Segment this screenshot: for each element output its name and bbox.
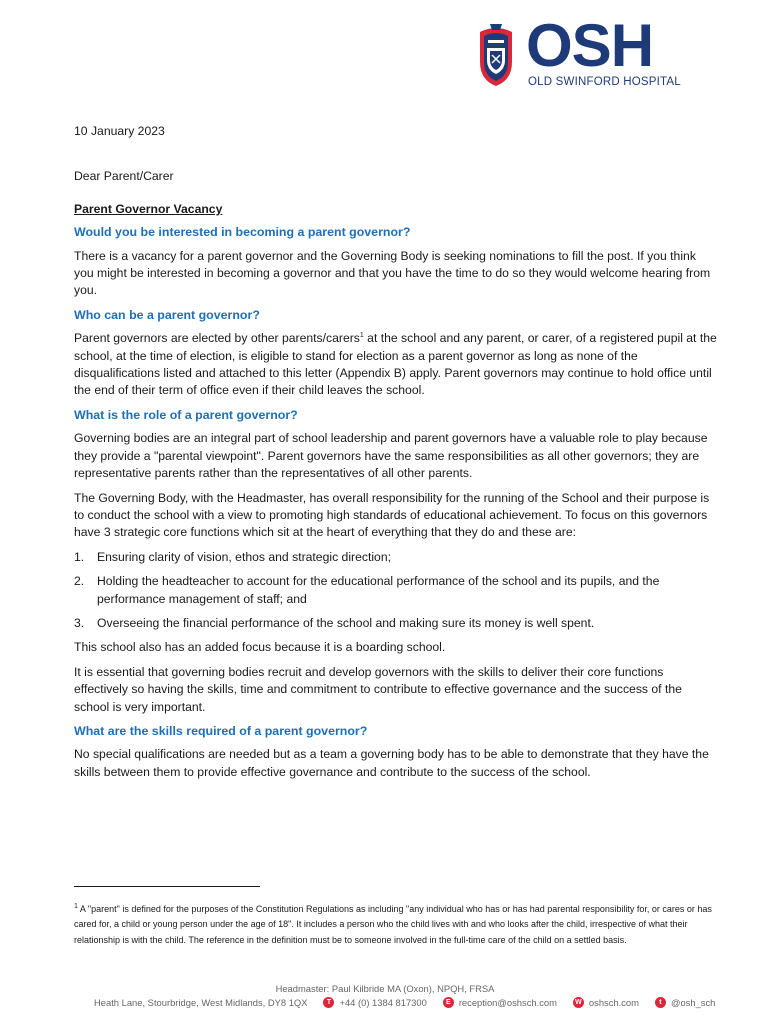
list-number: 3. [74, 615, 85, 630]
website-url: oshsch.com [588, 997, 639, 1008]
logo-wordmark: OSH [526, 12, 654, 79]
letter-body [74, 123, 718, 788]
footer-contacts [94, 997, 715, 1008]
heading-skills: What are the skills required of a parent governor? [74, 723, 368, 738]
list-text: Ensuring clarity of vision, ethos and strategic direction; [97, 549, 391, 564]
paragraph-skills: No special qualifications are needed but as a team a governing body has to be able to demonstrate that they have the skills between them to provide effective governance and contribute to the success of the school. [74, 747, 709, 779]
list-number: 2. [74, 574, 85, 589]
heading-interest: Would you be interested in becoming a parent governor? [74, 225, 411, 240]
letter-date: 10 January 2023 [74, 124, 165, 138]
list-item [74, 573, 718, 608]
phone-icon: T [323, 997, 334, 1008]
crest-icon [476, 22, 516, 88]
letter-subject: Parent Governor Vacancy [74, 201, 223, 216]
footnote [74, 902, 720, 948]
footer-email[interactable] [443, 997, 557, 1008]
email-address: reception@oshsch.com [458, 997, 557, 1008]
paragraph-recruitment: It is essential that governing bodies recruit and develop governors with the skills to deliver their core functions effectively so having the skills, time and commitment to contribute to effective governance and the success of the school is very important. [74, 664, 682, 714]
footer-website[interactable] [573, 997, 639, 1008]
eligibility-text-start: Parent governors are elected by other parents/carers [74, 331, 360, 346]
list-number: 1. [74, 549, 85, 564]
twitter-icon: t [655, 997, 666, 1008]
core-functions-list [74, 549, 718, 633]
web-icon: W [573, 997, 584, 1008]
list-text: Holding the headteacher to account for the educational performance of the school and its pupils, and the performance management of staff; and [97, 574, 660, 606]
footnote-reference: 1 [359, 332, 364, 340]
heading-eligibility: Who can be a parent governor? [74, 307, 260, 322]
list-text: Overseeing the financial performance of the school and making sure its money is well spent. [97, 615, 595, 630]
paragraph-vacancy: There is a vacancy for a parent governor and the Governing Body is seeking nominations to fill the post. If you think you might be interested in becoming a governor and that you have the time to do so they would welcome hearing from you. [74, 248, 711, 298]
footnote-text: A "parent" is defined for the purposes of the Constitution Regulations as including "any individual who has or has had parental responsibility for, or cares or has cared for, a child or young person under the age of 18". It includes a person who the child lives with and who looks after the child, irrespective of what their relationship is with the child. The reference in the definition must be to someone involved in the full-time care of the child on a settled basis. [74, 904, 712, 945]
footnote-marker: 1 [74, 903, 78, 910]
heading-role: What is the role of a parent governor? [74, 407, 298, 422]
footer-address: Heath Lane, Stourbridge, West Midlands, DY8 1QX [94, 997, 308, 1008]
footer-phone[interactable] [323, 997, 426, 1008]
paragraph-eligibility [74, 330, 718, 400]
paragraph-role: Governing bodies are an integral part of school leadership and parent governors have a valuable role to play because they provide a "parental viewpoint". Parent governors have the same responsibilities as all other governors; they are representative parents rather than the representatives of all other parents. [74, 431, 708, 481]
twitter-handle: @osh_sch [670, 997, 716, 1008]
email-icon: E [443, 997, 454, 1008]
phone-number: +44 (0) 1384 817300 [339, 997, 427, 1008]
school-logo [476, 12, 688, 90]
paragraph-boarding: This school also has an added focus because it is a boarding school. [74, 640, 446, 655]
footer-twitter[interactable] [655, 997, 715, 1008]
salutation: Dear Parent/Carer [74, 169, 174, 184]
paragraph-governing-body: The Governing Body, with the Headmaster, has overall responsibility for the running of the School and their purpose is to conduct the school with a view to promoting high standards of educational achievement. To focus on this governors have 3 strategic core functions which sit at the heart of everything that they do and these are: [74, 490, 710, 540]
footnote-divider [74, 886, 260, 887]
list-item [74, 549, 718, 566]
footer-headmaster: Headmaster: Paul Kilbride MA (Oxon), NPQH, FRSA [275, 983, 495, 994]
list-item [74, 615, 718, 632]
eligibility-text-end: at the school and any parent, or carer, of a registered pupil at the school, at the time of election, is eligible to stand for election as a parent governor as long as none of the disqualifications listed and attached to this letter (Appendix B) apply. Parent governors may continue to hold office until the end of their term of office even if their child leaves the school. [74, 331, 717, 398]
logo-subtitle: OLD SWINFORD HOSPITAL [528, 76, 681, 88]
